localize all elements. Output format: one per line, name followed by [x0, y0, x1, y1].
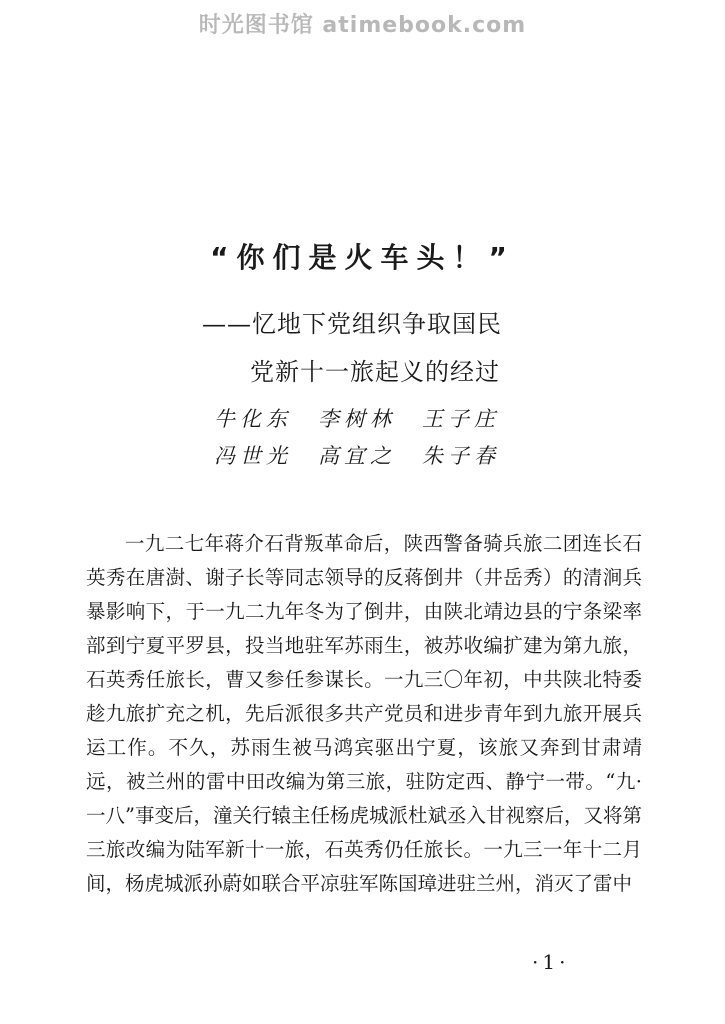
subtitle-line-1: ——忆地下党组织争取国民 — [202, 310, 502, 338]
authors-line-1: 牛化东 李树林 王子庄 — [214, 407, 500, 431]
page-number: ·1· — [532, 950, 570, 974]
body-paragraph: 一九二七年蒋介石背叛革命后，陕西警备骑兵旅二团连长石英秀在唐澍、谢子长等同志领导的反蒋倒井（井岳秀）的清涧兵暴影响下，于一九二九年冬为了倒井，由陕北靖边县的宁条梁率部到宁夏平罗县，投当地驻军苏雨生，被苏收编扩建为第九旅，石英秀任旅长，曹又参任参谋长。一九三〇年初，中共陕北特委趁九旅扩充之机，先后派很多共产党员和进步青年到九旅开展兵运工作。不久，苏雨生被马鸿宾驱出宁夏，该旅又奔到甘肃靖远，被兰州的雷中田改编为第三旅，驻防定西、静宁一带。“九·一八”事变后，潼关行辕主任杨虎城派杜斌丞入甘视察后，又将第三旅改编为陆军新十一旅，石英秀仍任旅长。一九三一年十二月间，杨虎城派孙蔚如联合平凉驻军陈国璋进驻兰州，消灭了雷中 — [86, 532, 642, 895]
subtitle-line-2: 党新十一旅起义的经过 — [250, 358, 500, 386]
authors-line-2: 冯世光 高宜之 朱子春 — [214, 444, 500, 468]
article-title: “你们是火车头！” — [210, 241, 515, 274]
watermark: 时光图书馆 atimebook.com — [198, 13, 527, 38]
body-text — [86, 527, 642, 901]
